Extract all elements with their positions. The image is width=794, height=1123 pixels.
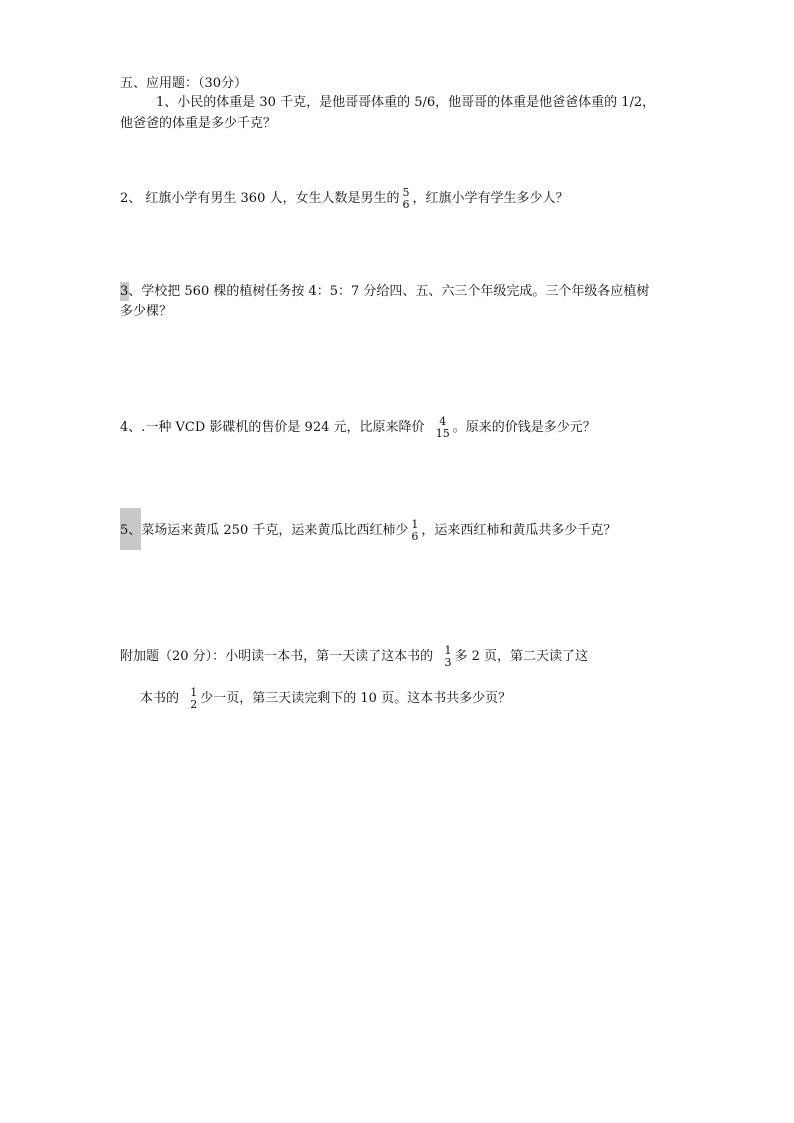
question-3-line-2: 多少棵？ [120,304,173,319]
question-4-text-after: 。原来的价钱是多少元？ [452,420,596,435]
bonus-line-2-text-after: 少一页，第三天读完剩下的 10 页。这本书共多少页？ [200,691,512,706]
bonus-question-line-2 [140,681,511,717]
question-2 [120,182,569,216]
question-5 [120,514,616,548]
question-5-fraction [410,519,419,543]
fraction-denominator: 3 [444,655,452,669]
question-2-text-before: 2、 红旗小学有男生 360 人，女生人数是男生的 [120,191,400,206]
question-5-text-before: 、菜场运来黄瓜 250 千克，运来黄瓜比西红柿少 [128,523,409,538]
fraction-numerator: 5 [402,185,410,199]
question-3-number: 3 [120,284,129,299]
bonus-fraction-2 [189,687,198,711]
bonus-text-middle: 多 2 页，第二天读了这 [454,649,588,664]
fraction-numerator: 1 [190,685,198,699]
bonus-fraction-1 [443,645,452,669]
fraction-numerator: 1 [444,643,452,657]
question-4 [120,410,596,446]
fraction-denominator: 6 [402,197,410,211]
question-2-fraction [401,187,410,211]
question-3-text: 、学校把 560 棵的植树任务按 4：5：7 分给四、五、六三个年级完成。三个年级各应植树 [128,284,650,299]
fraction-denominator: 2 [190,697,198,711]
fraction-denominator: 6 [411,529,419,543]
question-4-text-before: 4、.一种 VCD 影碟机的售价是 924 元，比原来降价 [120,420,425,435]
fraction-numerator: 4 [439,414,447,428]
question-2-text-after: ，红旗小学有学生多少人？ [412,191,569,206]
question-1-line-2: 他爸爸的体重是多少千克？ [120,116,277,131]
bonus-line-2-text-before: 本书的 [140,691,180,706]
fraction-denominator: 15 [435,426,450,440]
question-5-text-after: ，运来西红柿和黄瓜共多少千克？ [421,523,617,538]
bonus-question-line-1 [120,639,588,675]
question-5-number: 5 [120,523,129,538]
question-1-line-1: 1、小民的体重是 30 千克，是他哥哥体重的 5/6，他哥哥的体重是他爸爸体重的 1/2， [156,95,656,110]
question-4-fraction [435,416,451,440]
fraction-numerator: 1 [411,517,419,531]
section-title: 五、应用题：（30分） [120,76,248,91]
question-3-line-1 [120,283,649,301]
bonus-text-before: 附加题（20 分）：小明读一本书，第一天读了这本书的 [120,649,434,664]
